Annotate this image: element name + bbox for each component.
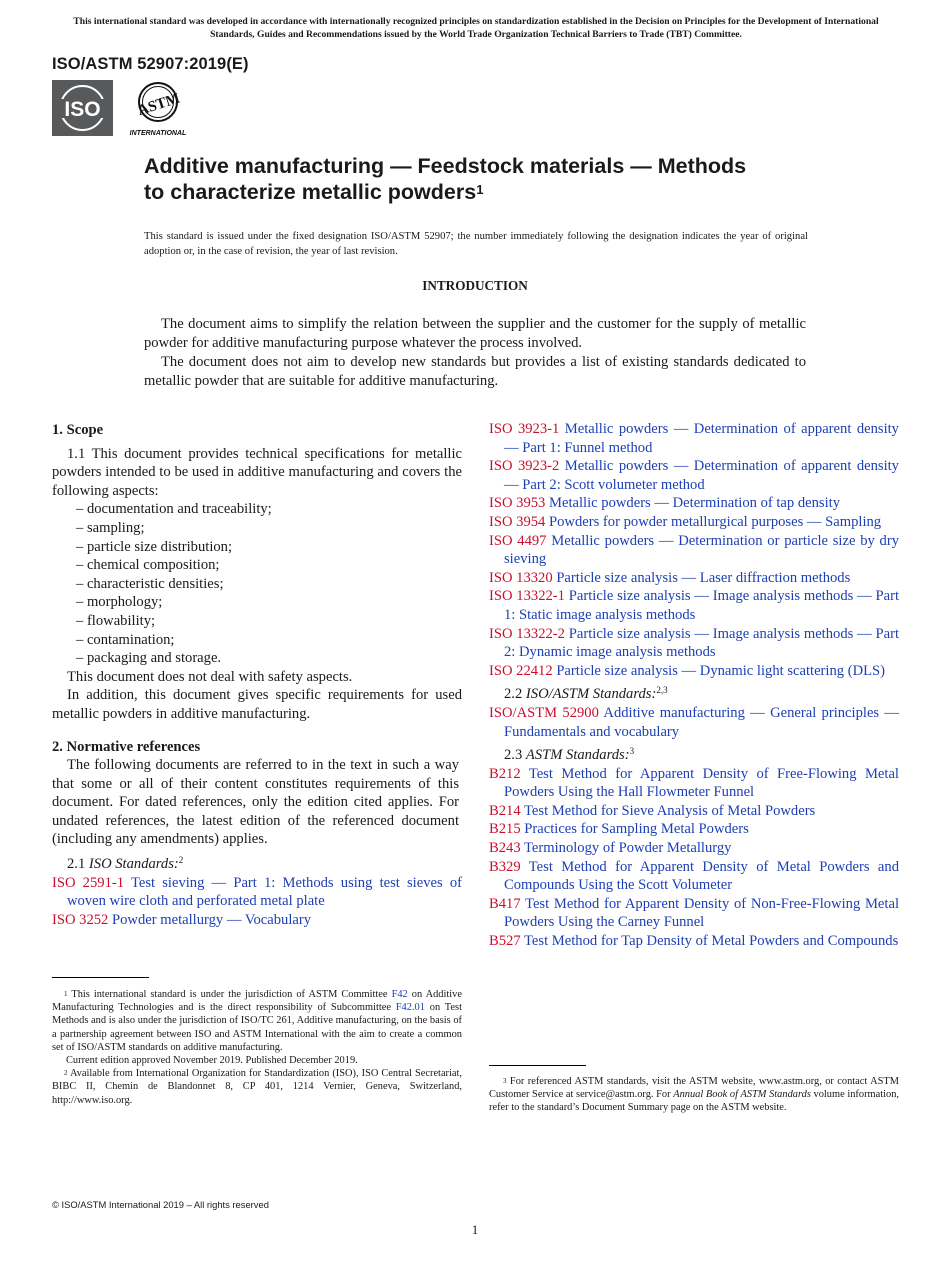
reference-code-link[interactable]: ISO 3923-2	[489, 458, 560, 475]
reference-code-link[interactable]: ISO 2591-1	[52, 874, 125, 891]
reference-item	[489, 532, 899, 569]
reference-title-link[interactable]: Particle size analysis — Image analysis methods — Part 1: Static image analysis methods	[504, 588, 899, 623]
reference-item	[489, 513, 899, 532]
astm-logo-sub: INTERNATIONAL	[129, 130, 187, 137]
reference-code-link[interactable]: ISO 13320	[489, 569, 553, 586]
astm-logo	[126, 80, 190, 138]
reference-item	[489, 895, 899, 932]
iso-references-right	[489, 420, 899, 680]
astm-standards-heading: 2.3 ASTM Standards:$^3$	[504, 746, 635, 764]
scope-list	[52, 500, 462, 667]
footnotes-left	[52, 988, 462, 1107]
wto-notice: This international standard was developed in accordance with internationally recognized principles on standardization established in the Decision on Principles for the Development of International Standards, Guides and Recommendations issued by the World Trade Organization Technical Barriers to Trade (TBT) Committee.	[73, 16, 879, 40]
astm-logo-icon	[126, 80, 190, 138]
reference-title-link[interactable]: Practices for Sampling Metal Powders	[524, 821, 749, 838]
scope-list-item: – characteristic densities;	[76, 575, 224, 592]
reference-item	[489, 932, 899, 951]
footnote-divider-right	[489, 1065, 586, 1066]
reference-title-link[interactable]: Particle size analysis — Image analysis methods — Part 2: Dynamic image analysis methods	[504, 625, 899, 661]
isoastm-standards-heading: 2.2 ISO/ASTM Standards:$^{2,3}$	[504, 685, 668, 703]
page-number: 1	[471, 1222, 479, 1237]
scope-heading: 1. Scope	[52, 422, 104, 438]
introduction-heading: INTRODUCTION	[422, 278, 528, 293]
footnote-1: $^1$ This international standard is under the jurisdiction of ASTM Committee F42 on Additive Manufacturing Technologies and is the direct responsibility of Subcommittee F42.01 on Test Methods and is also under the jurisdiction of ISO/TC 261, Additive manufacturing, on the basis of a partnership agreement between ISO and ASTM International with the aim to create a common set of ISO/ASTM standards on additive manufacturing.	[52, 989, 462, 1053]
reference-code-link[interactable]: B214	[489, 802, 521, 819]
reference-item	[52, 911, 462, 930]
reference-title-link[interactable]: Metallic powders — Determination of apparent density — Part 2: Scott volumeter method	[504, 458, 899, 493]
normative-paragraph: The following documents are referred to in the text in such a way that some or all of their content constitutes requirements of this document. For dated references, only the edition cited applies. For undated references, the latest edition of the referenced document (including any amendments) applies.	[52, 757, 459, 848]
iso-references-left	[52, 874, 462, 930]
footnote-2: $^2$ Available from International Organization for Standardization (ISO), ISO Central Secretariat, BIBC II, Chemin de Blandonnet 8, CP 401, 1214 Vernier, Geneva, Switzerland, http://www.iso.org.	[52, 1068, 462, 1106]
standard-designation: ISO/ASTM 52907:2019(E)	[52, 55, 249, 73]
reference-title-link[interactable]: Additive manufacturing — General principles — Fundamentals and vocabulary	[504, 704, 899, 740]
reference-code-link[interactable]: ISO 3954	[489, 513, 546, 530]
reference-code-link[interactable]: ISO 22412	[489, 662, 553, 679]
scope-paragraph-3: In addition, this document gives specific requirements for used metallic powders in additive manufacturing.	[52, 687, 462, 722]
introduction-paragraph-2: The document does not aim to develop new standards but provides a list of existing standards dedicated to metallic powder that are suitable for additive manufacturing.	[144, 354, 806, 389]
reference-title-link[interactable]: Metallic powders — Determination of tap density	[549, 495, 841, 512]
reference-code-link[interactable]: B215	[489, 821, 521, 838]
right-column	[489, 420, 899, 951]
reference-item	[489, 704, 899, 741]
scope-list-item: – morphology;	[76, 594, 163, 611]
reference-code-link[interactable]: B212	[489, 765, 521, 782]
scope-paragraph-1: 1.1 This document provides technical specifications for metallic powders intended to be used in additive manufacturing and covers the following aspects:	[52, 445, 462, 499]
title-line-1: Additive manufacturing — Feedstock materials — Methods	[144, 154, 747, 178]
iso-standards-heading: 2.1 ISO Standards:$^2$	[67, 855, 184, 873]
reference-code-link[interactable]: ISO 13322-1	[489, 588, 565, 605]
reference-code-link[interactable]: B329	[489, 858, 521, 875]
scope-list-item: – flowability;	[76, 612, 156, 629]
iso-logo-text: ISO	[64, 98, 101, 121]
reference-title-link[interactable]: Metallic powders — Determination or particle size by dry sieving	[504, 532, 900, 568]
title-line-2: to characterize metallic powders$^1$	[144, 179, 484, 204]
reference-title-link[interactable]: Test Method for Sieve Analysis of Metal Powders	[524, 802, 816, 819]
footnotes-right	[489, 1075, 899, 1115]
reference-code-link[interactable]: B243	[489, 840, 521, 857]
iso-logo	[52, 80, 113, 136]
reference-item	[489, 457, 899, 494]
reference-title-link[interactable]: Powder metallurgy — Vocabulary	[112, 911, 312, 928]
reference-title-link[interactable]: Test sieving — Part 1: Methods using test sieves of woven wire cloth and perforated metal plate	[67, 874, 463, 910]
reference-item	[489, 662, 899, 681]
subcommittee-f42-01-link[interactable]: F42.01	[395, 1002, 425, 1014]
reference-title-link[interactable]: Test Method for Apparent Density of Free-Flowing Metal Powders Using the Hall Flowmeter Funnel	[504, 765, 899, 801]
reference-title-link[interactable]: Powders for powder metallurgical purposes — Sampling	[549, 513, 882, 530]
reference-item	[489, 625, 899, 662]
reference-code-link[interactable]: ISO 3953	[489, 495, 546, 512]
reference-title-link[interactable]: Metallic powders — Determination of apparent density — Part 1: Funnel method	[504, 421, 899, 456]
reference-code-link[interactable]: ISO 3252	[52, 911, 109, 928]
footnote-1-edition: Current edition approved November 2019. Published December 2019.	[66, 1055, 358, 1067]
reference-item	[489, 494, 899, 513]
reference-item	[489, 420, 899, 457]
reference-item	[489, 802, 899, 821]
reference-code-link[interactable]: ISO 4497	[489, 532, 547, 549]
isoastm-references	[489, 704, 899, 741]
astm-logo-text: ASTM	[135, 90, 183, 120]
reference-code-link[interactable]: B417	[489, 895, 521, 912]
reference-title-link[interactable]: Test Method for Tap Density of Metal Powders and Compounds	[524, 933, 899, 950]
reference-title-link[interactable]: Test Method for Apparent Density of Metal Powders and Compounds Using the Scott Volumeter	[504, 858, 899, 894]
scope-list-item: – documentation and traceability;	[76, 501, 272, 518]
reference-title-link[interactable]: Test Method for Apparent Density of Non-Free-Flowing Metal Powders Using the Carney Funnel	[504, 895, 899, 931]
committee-f42-link[interactable]: F42	[391, 989, 408, 1000]
reference-item	[489, 858, 899, 895]
footnote-3: $^3$ For referenced ASTM standards, visit the ASTM website, www.astm.org, or contact ASTM Customer Service at service@astm.org. For Annual Book of ASTM Standards volume information, refer to the standard’s Document Summary page on the ASTM website.	[489, 1076, 899, 1114]
iso-logo-icon	[52, 80, 113, 136]
scope-list-item: – sampling;	[76, 519, 145, 536]
reference-code-link[interactable]: ISO/ASTM 52900	[489, 704, 599, 721]
scope-list-item: – packaging and storage.	[76, 650, 222, 667]
scope-list-item: – chemical composition;	[76, 557, 220, 574]
scope-paragraph-2: This document does not deal with safety aspects.	[67, 668, 353, 685]
reference-item	[489, 839, 899, 858]
reference-item	[489, 587, 899, 624]
scope-list-item: – contamination;	[76, 631, 175, 648]
reference-title-link[interactable]: Particle size analysis — Dynamic light scattering (DLS)	[556, 662, 885, 679]
title-footnote-mark[interactable]: 1	[476, 181, 484, 197]
astm-references	[489, 765, 899, 951]
left-column	[52, 421, 462, 929]
footnote-divider-left	[52, 977, 149, 978]
reference-title-link[interactable]: Particle size analysis — Laser diffraction methods	[556, 569, 851, 586]
issued-note: This standard is issued under the fixed designation ISO/ASTM 52907; the number immediately following the designation indicates the year of original adoption or, in the case of revision, the year of last revision.	[144, 231, 808, 257]
reference-code-link[interactable]: ISO 3923-1	[489, 421, 560, 437]
copyright-footer: © ISO/ASTM International 2019 – All rights reserved	[52, 1199, 269, 1210]
reference-item	[489, 765, 899, 802]
reference-item	[489, 820, 899, 839]
reference-item	[52, 874, 462, 911]
reference-code-link[interactable]: ISO 13322-2	[489, 625, 565, 642]
document-title	[144, 154, 844, 205]
scope-list-item: – particle size distribution;	[76, 538, 233, 555]
reference-code-link[interactable]: B527	[489, 933, 521, 950]
introduction-paragraph-1: The document aims to simplify the relation between the supplier and the customer for the supply of metallic powder for additive manufacturing purpose whatever the process involved.	[144, 316, 806, 351]
reference-title-link[interactable]: Terminology of Powder Metallurgy	[524, 840, 732, 857]
reference-item	[489, 569, 899, 588]
normative-heading: 2. Normative references	[52, 738, 201, 755]
